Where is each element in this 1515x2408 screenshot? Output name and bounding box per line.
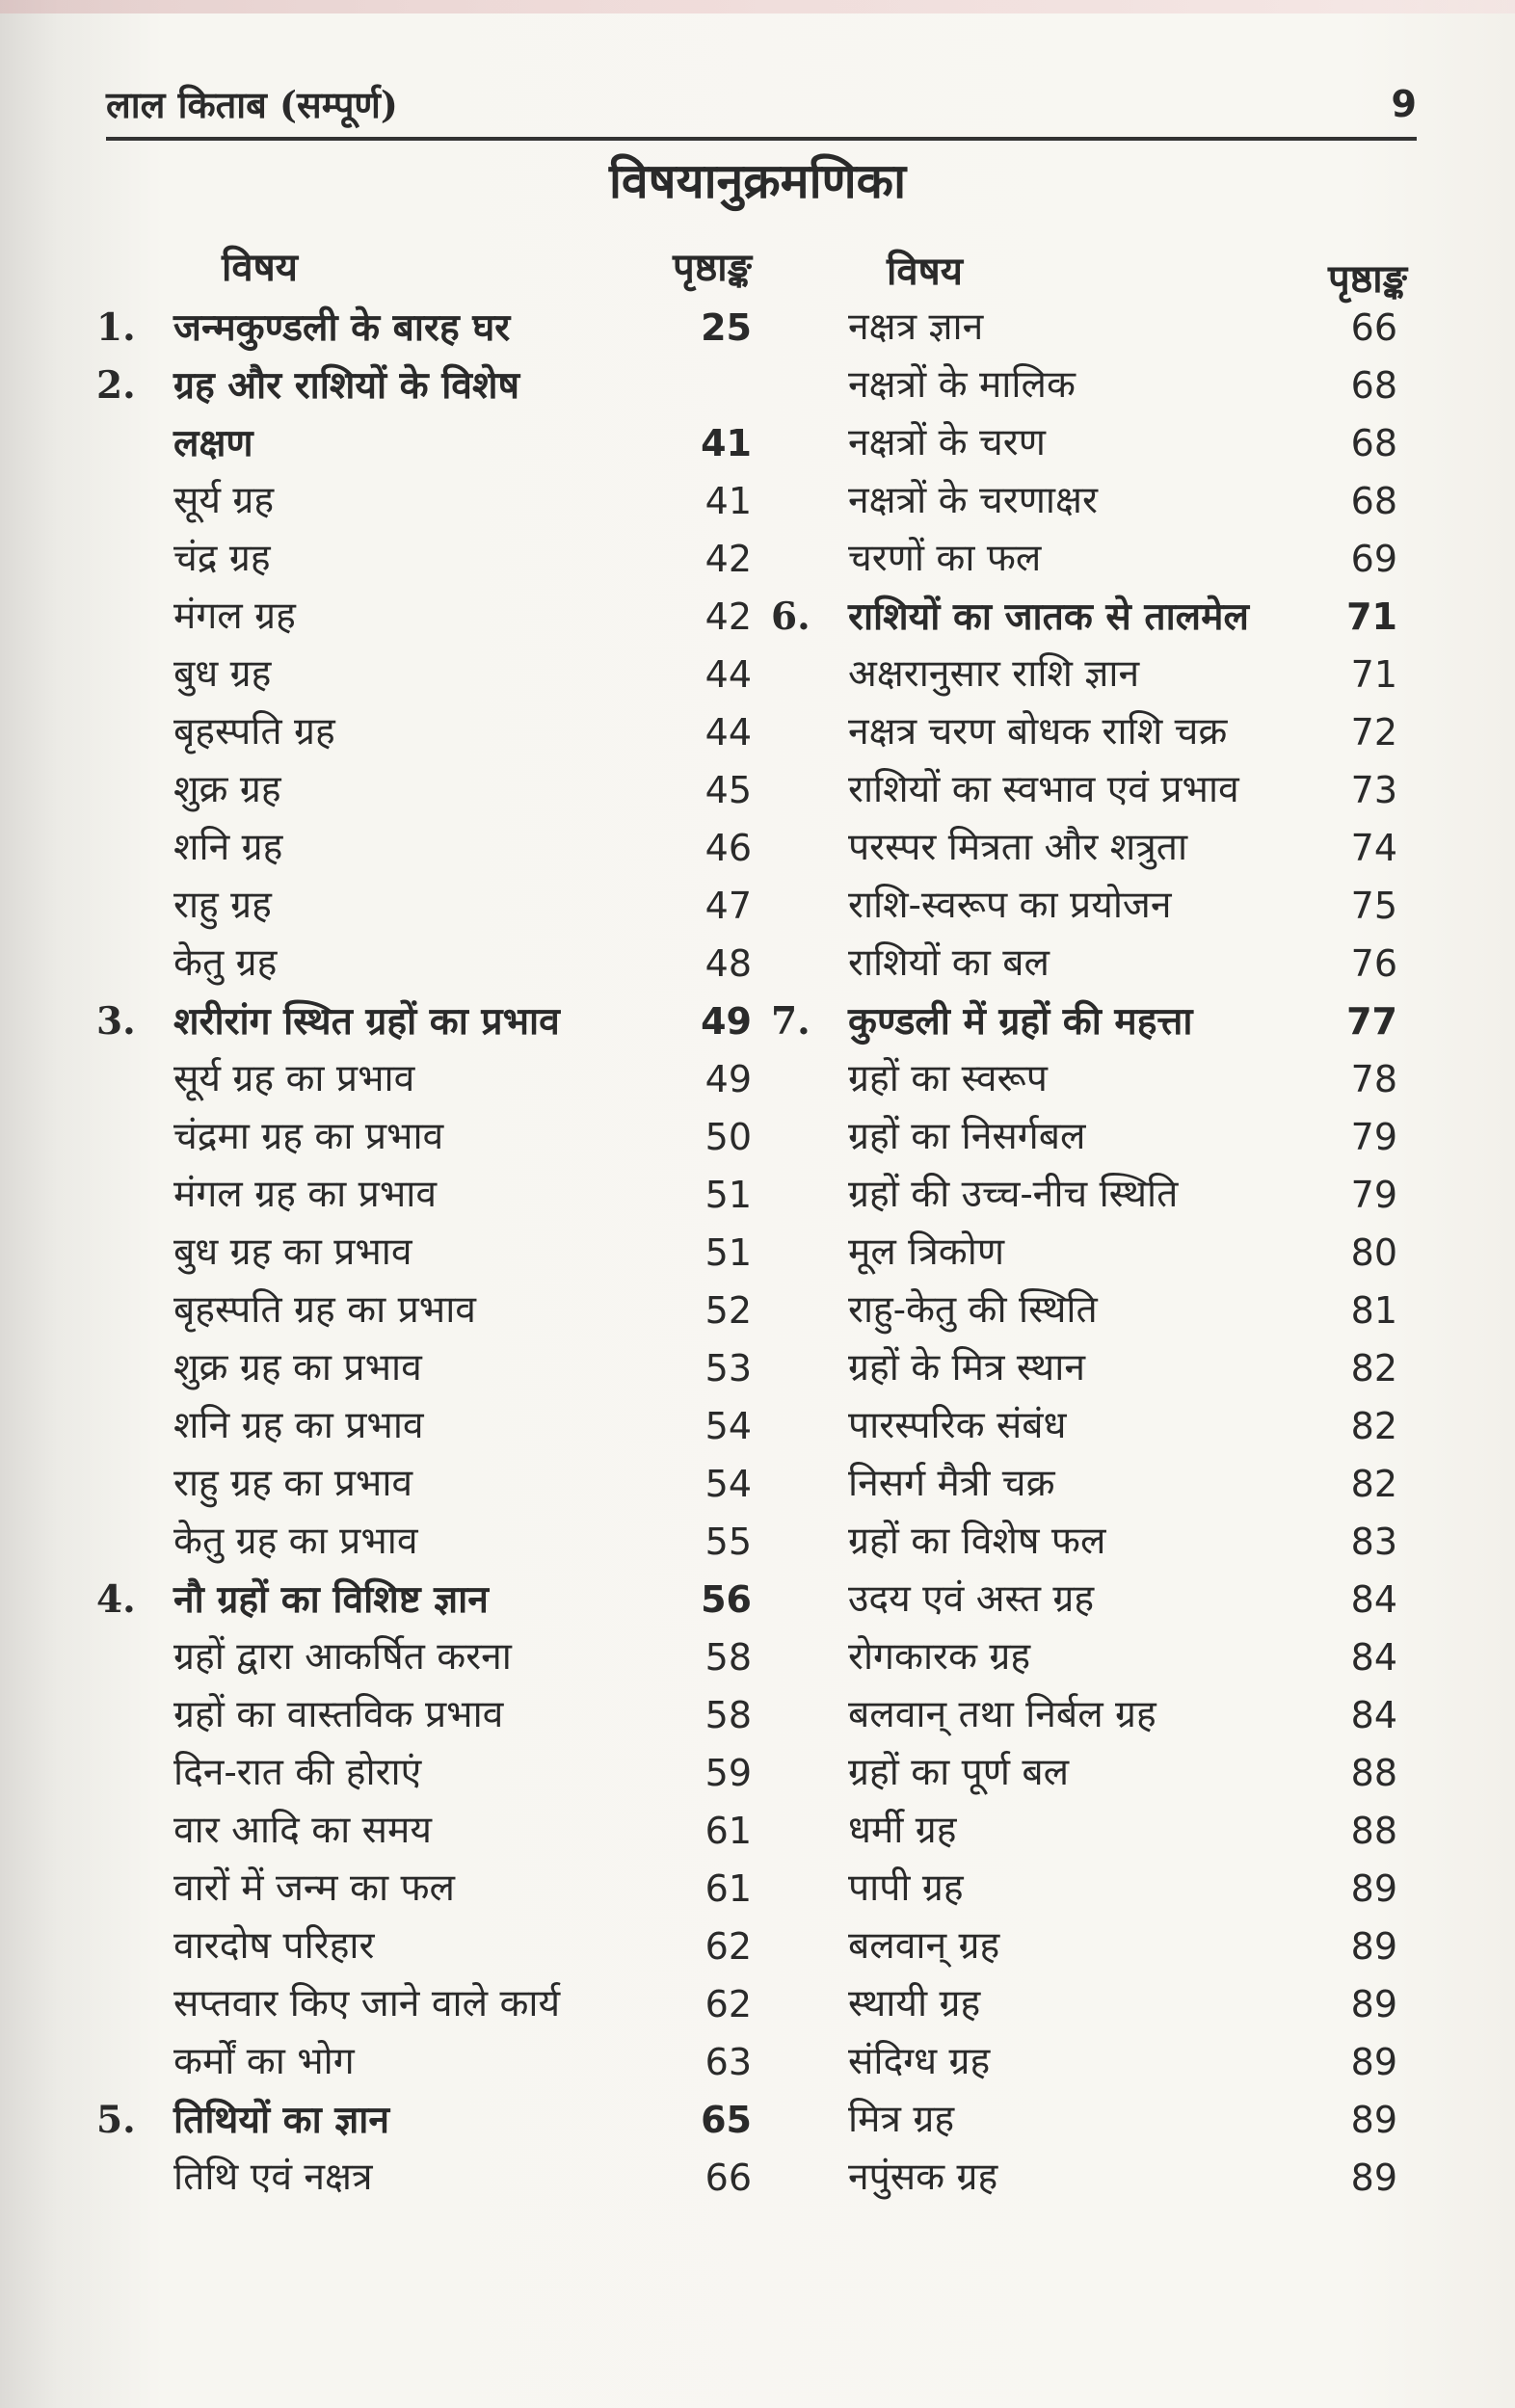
entry-page-number: 62: [704, 1925, 752, 1968]
toc-entry: [96, 1513, 752, 1571]
toc-entry: [771, 761, 1426, 819]
toc-entry: [771, 1571, 1426, 1628]
entry-page-number: 62: [704, 1983, 752, 2025]
entry-page-number: 89: [1350, 2099, 1397, 2141]
page-header-label: पृष्ठाङ्क: [1328, 256, 1407, 302]
toc-entry: [771, 1513, 1426, 1571]
entry-label: वार आदि का समय: [173, 1809, 432, 1852]
entry-label: मंगल ग्रह का प्रभाव: [173, 1173, 438, 1216]
entry-label: मित्र ग्रह: [848, 2098, 955, 2141]
chapter-number: 7.: [771, 999, 811, 1044]
entry-label: कुण्डली में ग्रहों की महत्ता: [848, 999, 1193, 1044]
entry-page-number: 58: [704, 1636, 752, 1679]
toc-entry: [771, 1744, 1426, 1802]
toc-list-right: [771, 299, 1426, 2207]
subject-header: विषय: [887, 249, 963, 294]
entry-label: नक्षत्र ज्ञान: [848, 305, 984, 349]
entry-page-number: 61: [704, 1810, 752, 1852]
toc-entry: [771, 1108, 1426, 1166]
entry-label: धर्मी ग्रह: [848, 1809, 957, 1852]
toc-entry: [96, 299, 752, 357]
toc-list-left: [96, 299, 752, 2207]
entry-label: पारस्परिक संबंध: [848, 1404, 1067, 1447]
entry-label: ग्रहों का वास्तविक प्रभाव: [173, 1693, 504, 1736]
toc-entry: [96, 1282, 752, 1339]
entry-page-number: 53: [704, 1347, 752, 1389]
entry-page-number: 82: [1350, 1347, 1397, 1389]
entry-label: शुक्र ग्रह का प्रभाव: [173, 1346, 422, 1389]
entry-label: शरीरांग स्थित ग्रहों का प्रभाव: [173, 999, 560, 1044]
entry-label: सप्तवार किए जाने वाले कार्य: [173, 1982, 561, 2025]
entry-label: उदय एवं अस्त ग्रह: [848, 1577, 1095, 1621]
toc-entry: [771, 1397, 1426, 1455]
entry-page-number: 50: [704, 1116, 752, 1158]
entry-label: बुध ग्रह: [173, 652, 272, 696]
entry-page-number: 54: [704, 1405, 752, 1447]
entry-page-number: 82: [1350, 1463, 1397, 1505]
entry-page-number: 47: [704, 885, 752, 927]
entry-label: बृहस्पति ग्रह: [173, 710, 335, 754]
toc-entry: [96, 1975, 752, 2033]
toc-entry: [771, 357, 1426, 414]
entry-page-number: 49: [701, 1000, 752, 1043]
entry-page-number: 82: [1350, 1405, 1397, 1447]
toc-entry: [96, 357, 752, 414]
toc-entry: [771, 299, 1426, 357]
entry-page-number: 89: [1350, 1925, 1397, 1968]
toc-entry: [771, 588, 1426, 646]
entry-label: नक्षत्र चरण बोधक राशि चक्र: [848, 710, 1228, 754]
entry-label: ग्रहों के मित्र स्थान: [848, 1346, 1085, 1389]
entry-page-number: 74: [1350, 827, 1397, 869]
entry-label: ग्रहों का पूर्ण बल: [848, 1751, 1070, 1794]
page-top-edge: [0, 0, 1515, 13]
entry-label: तिथि एवं नक्षत्र: [173, 2156, 373, 2199]
chapter-number: 5.: [96, 2098, 136, 2142]
toc-entry: [96, 877, 752, 935]
entry-label: जन्मकुण्डली के बारह घर: [173, 305, 511, 350]
entry-page-number: 56: [701, 1578, 752, 1621]
entry-page-number: 79: [1350, 1116, 1397, 1158]
entry-page-number: 55: [704, 1521, 752, 1563]
entry-page-number: 44: [704, 653, 752, 696]
entry-page-number: 88: [1350, 1810, 1397, 1852]
toc-entry: [771, 1282, 1426, 1339]
entry-page-number: 71: [1346, 595, 1397, 638]
toc-entry: [96, 1339, 752, 1397]
toc-entry: [96, 1397, 752, 1455]
entry-label: बलवान् तथा निर्बल ग्रह: [848, 1693, 1156, 1736]
entry-page-number: 75: [1350, 885, 1397, 927]
toc-column-right: [771, 222, 1426, 2207]
entry-page-number: 68: [1350, 480, 1397, 522]
entry-label: राहु-केतु की स्थिति: [848, 1288, 1098, 1332]
entry-label: राशियों का बल: [848, 941, 1050, 985]
page-header: [106, 69, 1417, 141]
entry-page-number: 42: [704, 595, 752, 638]
entry-page-number: 79: [1350, 1174, 1397, 1216]
toc-entry: [771, 2149, 1426, 2207]
entry-label: केतु ग्रह का प्रभाव: [173, 1520, 418, 1563]
entry-label: लक्षण: [173, 421, 253, 465]
entry-page-number: 63: [704, 2041, 752, 2083]
entry-label: बुध ग्रह का प्रभाव: [173, 1230, 412, 1274]
toc-entry: [771, 414, 1426, 472]
entry-page-number: 89: [1350, 1983, 1397, 2025]
entry-page-number: 66: [1350, 306, 1397, 349]
entry-label: राशियों का स्वभाव एवं प्रभाव: [848, 768, 1239, 811]
entry-label: शुक्र ग्रह: [173, 768, 281, 811]
entry-label: नौ ग्रहों का विशिष्ट ज्ञान: [173, 1577, 489, 1622]
entry-label: नपुंसक ग्रह: [848, 2156, 998, 2199]
entry-label: चरणों का फल: [848, 537, 1042, 580]
toc-entry: [96, 2149, 752, 2207]
entry-page-number: 89: [1350, 2157, 1397, 2199]
entry-label: नक्षत्रों के चरणाक्षर: [848, 479, 1098, 522]
entry-page-number: 84: [1350, 1694, 1397, 1736]
toc-entry: [771, 2091, 1426, 2149]
entry-page-number: 42: [704, 538, 752, 580]
entry-label: सूर्य ग्रह का प्रभाव: [173, 1057, 415, 1100]
entry-label: राहु ग्रह का प्रभाव: [173, 1462, 413, 1505]
entry-label: तिथियों का ज्ञान: [173, 2098, 390, 2142]
entry-page-number: 51: [704, 1231, 752, 1274]
entry-page-number: 80: [1350, 1231, 1397, 1274]
entry-label: सूर्य ग्रह: [173, 479, 275, 522]
toc-entry: [771, 1686, 1426, 1744]
toc-entry: [96, 1050, 752, 1108]
entry-page-number: 88: [1350, 1752, 1397, 1794]
entry-label: नक्षत्रों के चरण: [848, 421, 1046, 464]
page-title: विषयानुक्रमणिका: [608, 152, 907, 209]
toc-entry: [96, 1686, 752, 1744]
toc-entry: [771, 1802, 1426, 1860]
column-header: [771, 222, 1426, 302]
toc-entry: [96, 761, 752, 819]
entry-label: रोगकारक ग्रह: [848, 1635, 1031, 1679]
toc-entry: [771, 992, 1426, 1050]
entry-label: निसर्ग मैत्री चक्र: [848, 1462, 1055, 1505]
entry-label: अक्षरानुसार राशि ज्ञान: [848, 652, 1140, 696]
entry-page-number: 51: [704, 1174, 752, 1216]
toc-entry: [96, 530, 752, 588]
chapter-number: 4.: [96, 1577, 136, 1622]
entry-label: राशि-स्वरूप का प्रयोजन: [848, 884, 1172, 927]
toc-entry: [96, 472, 752, 530]
entry-page-number: 69: [1350, 538, 1397, 580]
entry-label: ग्रहों की उच्च-नीच स्थिति: [848, 1173, 1179, 1216]
entry-label: राहु ग्रह: [173, 884, 272, 927]
toc-entry: [771, 1050, 1426, 1108]
entry-page-number: 68: [1350, 422, 1397, 464]
toc-entry: [96, 2033, 752, 2091]
entry-page-number: 83: [1350, 1521, 1397, 1563]
toc-entry: [771, 1975, 1426, 2033]
toc-entry: [96, 646, 752, 703]
entry-page-number: 77: [1346, 1000, 1397, 1043]
page-number: 9: [1391, 83, 1417, 125]
entry-page-number: 46: [704, 827, 752, 869]
entry-page-number: 48: [704, 942, 752, 985]
toc-entry: [96, 1571, 752, 1628]
entry-page-number: 41: [704, 480, 752, 522]
page-header-label: पृष्ठाङ्क: [673, 245, 752, 290]
entry-label: ग्रह और राशियों के विशेष: [173, 363, 520, 408]
entry-page-number: 25: [701, 306, 752, 349]
toc-entry: [96, 1802, 752, 1860]
entry-page-number: 58: [704, 1694, 752, 1736]
toc-entry: [771, 646, 1426, 703]
toc-entry: [96, 1860, 752, 1918]
toc-entry: [96, 1108, 752, 1166]
entry-page-number: 54: [704, 1463, 752, 1505]
toc-entry: [96, 819, 752, 877]
entry-label: केतु ग्रह: [173, 941, 278, 985]
entry-page-number: 45: [704, 769, 752, 811]
chapter-number: 1.: [96, 305, 136, 350]
toc-entry: [96, 1455, 752, 1513]
entry-page-number: 71: [1350, 653, 1397, 696]
entry-label: ग्रहों का स्वरूप: [848, 1057, 1048, 1100]
toc-entry: [96, 1628, 752, 1686]
toc-column-left: [96, 222, 752, 2207]
toc-entry: [96, 1918, 752, 1975]
toc-entry: [96, 1224, 752, 1282]
chapter-number: 3.: [96, 999, 136, 1044]
toc-entry: [771, 1455, 1426, 1513]
chapter-number: 2.: [96, 363, 136, 408]
entry-label: मूल त्रिकोण: [848, 1230, 1005, 1274]
toc-entry: [96, 1166, 752, 1224]
entry-label: मंगल ग्रह: [173, 595, 296, 638]
toc-entry: [771, 1860, 1426, 1918]
toc-entry: [771, 703, 1426, 761]
entry-label: चंद्र ग्रह: [173, 537, 271, 580]
entry-page-number: 44: [704, 711, 752, 754]
entry-label: ग्रहों द्वारा आकर्षित करना: [173, 1635, 512, 1679]
entry-page-number: 89: [1350, 1867, 1397, 1910]
entry-label: वारदोष परिहार: [173, 1924, 375, 1968]
chapter-number: 6.: [771, 595, 811, 639]
entry-page-number: 84: [1350, 1636, 1397, 1679]
toc-entry: [771, 877, 1426, 935]
entry-page-number: 52: [704, 1289, 752, 1332]
running-title: लाल किताब (सम्पूर्ण): [106, 83, 398, 126]
entry-page-number: 78: [1350, 1058, 1397, 1100]
entry-label: संदिग्ध ग्रह: [848, 2040, 991, 2083]
toc-entry: [96, 703, 752, 761]
toc-entry: [771, 1339, 1426, 1397]
entry-page-number: 49: [704, 1058, 752, 1100]
toc-entry: [96, 588, 752, 646]
entry-page-number: 65: [701, 2099, 752, 2141]
entry-label: नक्षत्रों के मालिक: [848, 363, 1076, 407]
toc-entry: [96, 2091, 752, 2149]
toc-entry: [771, 1628, 1426, 1686]
toc-entry: [771, 530, 1426, 588]
toc-entry: [96, 414, 752, 472]
entry-label: दिन-रात की होराएं: [173, 1751, 422, 1794]
toc-entry: [771, 819, 1426, 877]
entry-page-number: 59: [704, 1752, 752, 1794]
entry-label: शनि ग्रह का प्रभाव: [173, 1404, 424, 1447]
toc-entry: [771, 935, 1426, 992]
toc-entry: [96, 935, 752, 992]
entry-label: परस्पर मित्रता और शत्रुता: [848, 826, 1188, 869]
entry-label: बृहस्पति ग्रह का प्रभाव: [173, 1288, 476, 1332]
entry-page-number: 72: [1350, 711, 1397, 754]
entry-label: चंद्रमा ग्रह का प्रभाव: [173, 1115, 444, 1158]
entry-page-number: 89: [1350, 2041, 1397, 2083]
entry-page-number: 61: [704, 1867, 752, 1910]
entry-label: पापी ग्रह: [848, 1866, 964, 1910]
entry-label: कर्मों का भोग: [173, 2040, 355, 2083]
toc-entry: [96, 992, 752, 1050]
toc-entry: [771, 472, 1426, 530]
entry-page-number: 41: [701, 422, 752, 464]
toc-entry: [771, 1918, 1426, 1975]
entry-page-number: 81: [1350, 1289, 1397, 1332]
entry-page-number: 66: [704, 2157, 752, 2199]
toc-entry: [771, 2033, 1426, 2091]
entry-label: वारों में जन्म का फल: [173, 1866, 455, 1910]
entry-page-number: 73: [1350, 769, 1397, 811]
entry-page-number: 76: [1350, 942, 1397, 985]
entry-page-number: 84: [1350, 1578, 1397, 1621]
entry-label: बलवान् ग्रह: [848, 1924, 1000, 1968]
subject-header: विषय: [222, 245, 298, 290]
entry-page-number: 68: [1350, 364, 1397, 407]
entry-label: स्थायी ग्रह: [848, 1982, 981, 2025]
toc-entry: [771, 1224, 1426, 1282]
toc-entry: [96, 1744, 752, 1802]
toc-entry: [771, 1166, 1426, 1224]
column-header: [96, 222, 752, 299]
entry-label: राशियों का जातक से तालमेल: [848, 595, 1249, 639]
entry-label: शनि ग्रह: [173, 826, 283, 869]
entry-label: ग्रहों का विशेष फल: [848, 1520, 1106, 1563]
entry-label: ग्रहों का निसर्गबल: [848, 1115, 1086, 1158]
